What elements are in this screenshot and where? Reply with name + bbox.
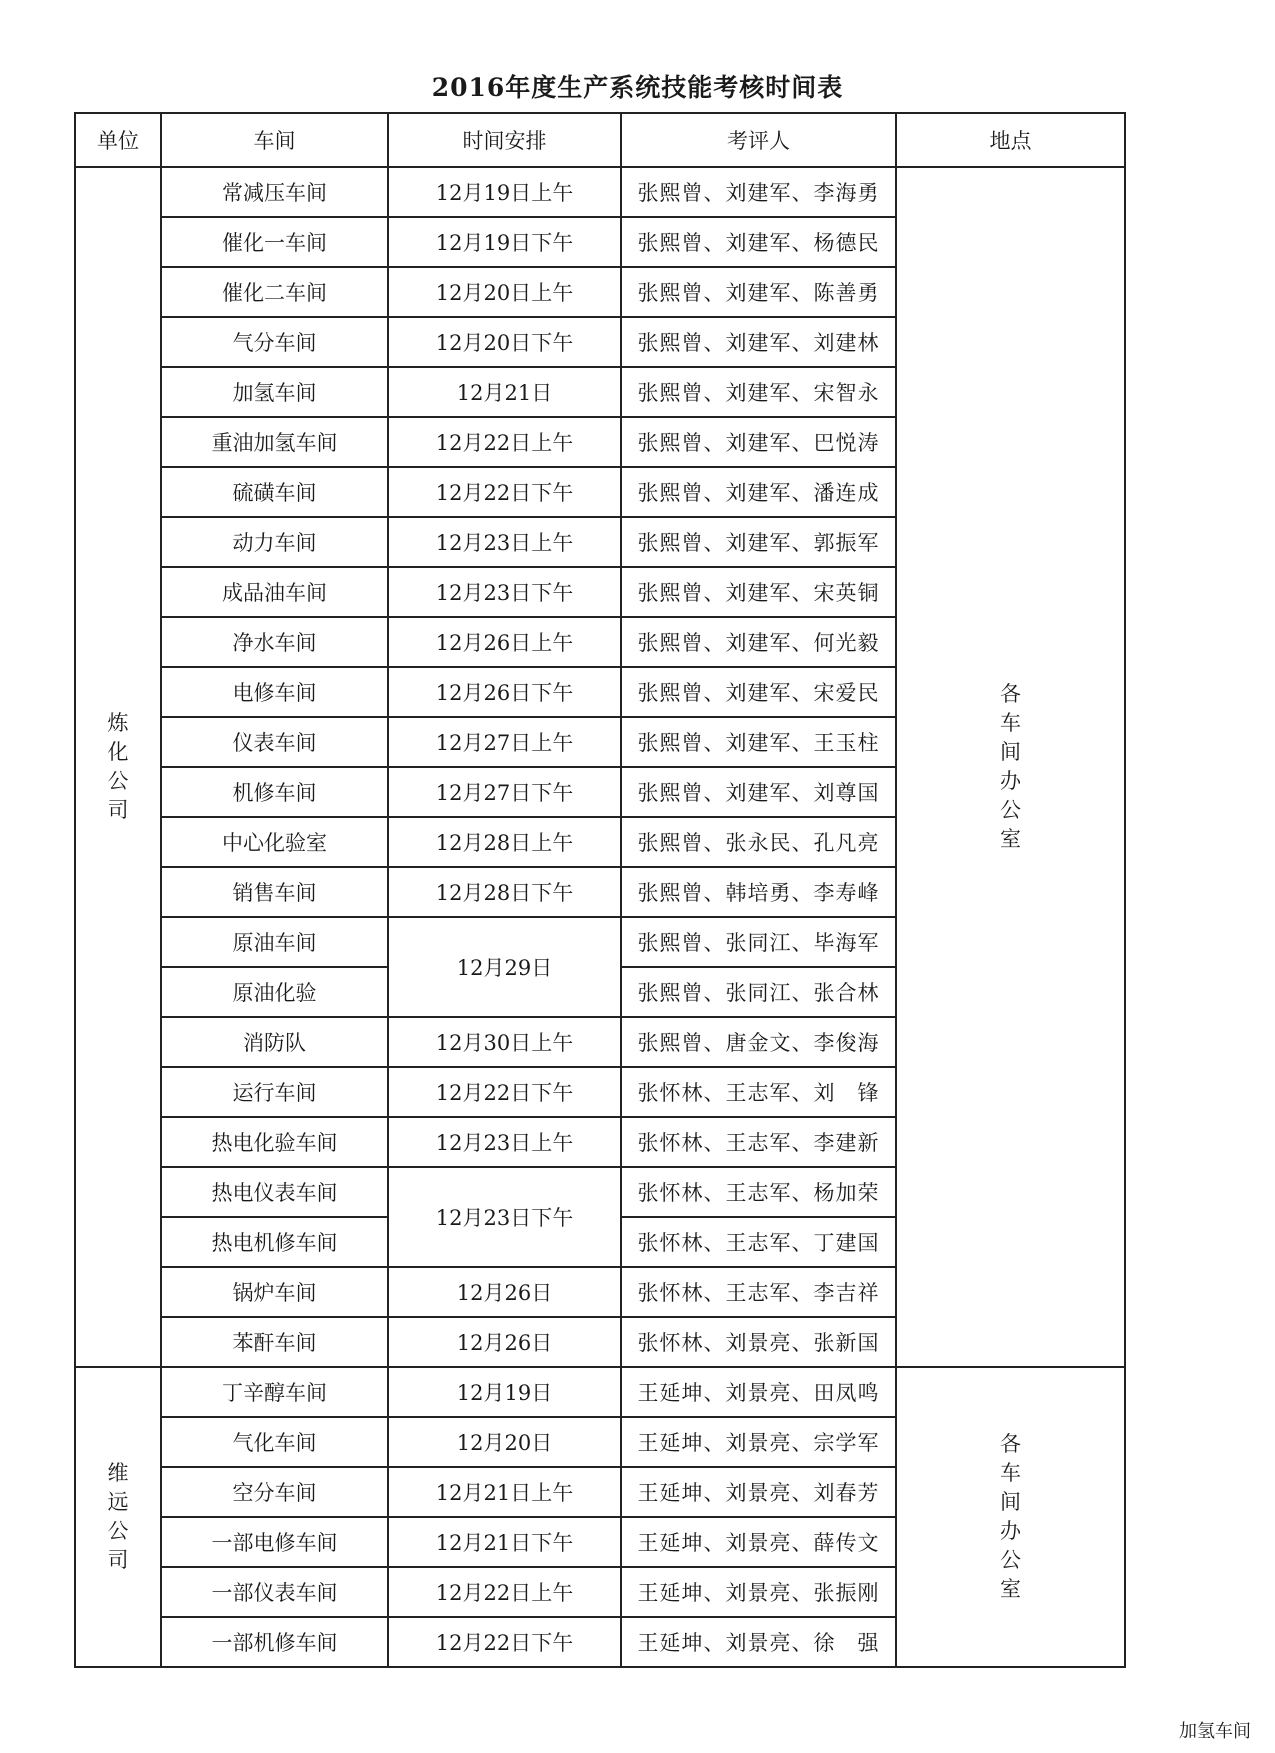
reviewers-cell: 张怀林、王志军、李建新 (621, 1117, 896, 1167)
time-cell: 12月22日上午 (388, 417, 621, 467)
workshop-cell: 仪表车间 (161, 717, 388, 767)
location-name: 各车间办公室 (1000, 682, 1021, 851)
time-cell: 12月20日下午 (388, 317, 621, 367)
reviewers-cell: 王延坤、刘景亮、张振刚 (621, 1567, 896, 1617)
reviewers-cell: 张熙曾、刘建军、巴悦涛 (621, 417, 896, 467)
workshop-cell: 运行车间 (161, 1067, 388, 1117)
workshop-cell: 热电机修车间 (161, 1217, 388, 1267)
workshop-cell: 一部仪表车间 (161, 1567, 388, 1617)
reviewers-cell: 王延坤、刘景亮、刘春芳 (621, 1467, 896, 1517)
workshop-cell: 消防队 (161, 1017, 388, 1067)
time-cell: 12月30日上午 (388, 1017, 621, 1067)
workshop-cell: 电修车间 (161, 667, 388, 717)
workshop-cell: 中心化验室 (161, 817, 388, 867)
workshop-cell: 热电仪表车间 (161, 1167, 388, 1217)
time-cell: 12月28日下午 (388, 867, 621, 917)
time-cell: 12月21日下午 (388, 1517, 621, 1567)
table-row (75, 167, 1125, 217)
reviewers-cell: 张熙曾、张同江、张合林 (621, 967, 896, 1017)
reviewers-cell: 张熙曾、刘建军、李海勇 (621, 167, 896, 217)
time-cell: 12月22日下午 (388, 467, 621, 517)
workshop-cell: 气化车间 (161, 1417, 388, 1467)
reviewers-cell: 张怀林、王志军、丁建国 (621, 1217, 896, 1267)
time-cell: 12月19日 (388, 1367, 621, 1417)
header-unit: 单位 (75, 113, 161, 167)
reviewers-cell: 张熙曾、刘建军、何光毅 (621, 617, 896, 667)
time-cell: 12月26日下午 (388, 667, 621, 717)
time-cell: 12月26日 (388, 1317, 621, 1367)
header-workshop: 车间 (161, 113, 388, 167)
time-cell: 12月27日下午 (388, 767, 621, 817)
reviewers-cell: 张熙曾、刘建军、宋英铜 (621, 567, 896, 617)
workshop-cell: 催化一车间 (161, 217, 388, 267)
workshop-cell: 丁辛醇车间 (161, 1367, 388, 1417)
location-cell (896, 1367, 1125, 1667)
workshop-cell: 催化二车间 (161, 267, 388, 317)
unit-name: 维远公司 (107, 1461, 129, 1572)
reviewers-cell: 张熙曾、刘建军、杨德民 (621, 217, 896, 267)
time-cell: 12月22日下午 (388, 1067, 621, 1117)
time-cell: 12月20日上午 (388, 267, 621, 317)
workshop-cell: 空分车间 (161, 1467, 388, 1517)
workshop-cell: 一部电修车间 (161, 1517, 388, 1567)
time-cell: 12月29日 (388, 917, 621, 1017)
time-cell: 12月27日上午 (388, 717, 621, 767)
workshop-cell: 锅炉车间 (161, 1267, 388, 1317)
time-cell: 12月21日 (388, 367, 621, 417)
workshop-cell: 净水车间 (161, 617, 388, 667)
time-cell: 12月21日上午 (388, 1467, 621, 1517)
schedule-body (75, 167, 1125, 1667)
footer-note: 加氢车间 (1179, 1721, 1251, 1742)
workshop-cell: 常减压车间 (161, 167, 388, 217)
reviewers-cell: 王延坤、刘景亮、田凤鸣 (621, 1367, 896, 1417)
header-time: 时间安排 (388, 113, 621, 167)
table-row (75, 1367, 1125, 1417)
workshop-cell: 机修车间 (161, 767, 388, 817)
reviewers-cell: 张熙曾、刘建军、宋智永 (621, 367, 896, 417)
header-reviewers: 考评人 (621, 113, 896, 167)
workshop-cell: 热电化验车间 (161, 1117, 388, 1167)
time-cell: 12月28日上午 (388, 817, 621, 867)
page-title: 2016年度生产系统技能考核时间表 (431, 73, 844, 102)
workshop-cell: 原油化验 (161, 967, 388, 1017)
reviewers-cell: 张熙曾、张永民、孔凡亮 (621, 817, 896, 867)
unit-name: 炼化公司 (107, 711, 129, 822)
time-cell: 12月26日 (388, 1267, 621, 1317)
reviewers-cell: 张熙曾、张同江、毕海军 (621, 917, 896, 967)
workshop-cell: 一部机修车间 (161, 1617, 388, 1667)
workshop-cell: 加氢车间 (161, 367, 388, 417)
reviewers-cell: 张熙曾、刘建军、潘连成 (621, 467, 896, 517)
location-name: 各车间办公室 (1000, 1432, 1021, 1601)
reviewers-cell: 王延坤、刘景亮、徐 强 (621, 1617, 896, 1667)
time-cell: 12月23日上午 (388, 517, 621, 567)
reviewers-cell: 张怀林、王志军、杨加荣 (621, 1167, 896, 1217)
time-cell: 12月26日上午 (388, 617, 621, 667)
unit-cell (75, 167, 161, 1367)
workshop-cell: 销售车间 (161, 867, 388, 917)
reviewers-cell: 张怀林、刘景亮、张新国 (621, 1317, 896, 1367)
time-cell: 12月22日上午 (388, 1567, 621, 1617)
time-cell: 12月22日下午 (388, 1617, 621, 1667)
reviewers-cell: 张熙曾、刘建军、陈善勇 (621, 267, 896, 317)
time-cell: 12月23日上午 (388, 1117, 621, 1167)
time-cell: 12月23日下午 (388, 567, 621, 617)
reviewers-cell: 张熙曾、韩培勇、李寿峰 (621, 867, 896, 917)
workshop-cell: 动力车间 (161, 517, 388, 567)
unit-cell (75, 1367, 161, 1667)
time-cell: 12月20日 (388, 1417, 621, 1467)
reviewers-cell: 王延坤、刘景亮、薛传文 (621, 1517, 896, 1567)
workshop-cell: 成品油车间 (161, 567, 388, 617)
workshop-cell: 气分车间 (161, 317, 388, 367)
reviewers-cell: 张怀林、王志军、李吉祥 (621, 1267, 896, 1317)
header-location: 地点 (896, 113, 1125, 167)
reviewers-cell: 张熙曾、刘建军、宋爱民 (621, 667, 896, 717)
workshop-cell: 重油加氢车间 (161, 417, 388, 467)
reviewers-cell: 张熙曾、唐金文、李俊海 (621, 1017, 896, 1067)
location-cell (896, 167, 1125, 1367)
reviewers-cell: 张熙曾、刘建军、郭振军 (621, 517, 896, 567)
reviewers-cell: 张熙曾、刘建军、王玉柱 (621, 717, 896, 767)
time-cell: 12月19日上午 (388, 167, 621, 217)
schedule-table (74, 112, 1126, 1668)
reviewers-cell: 张熙曾、刘建军、刘建林 (621, 317, 896, 367)
workshop-cell: 硫磺车间 (161, 467, 388, 517)
time-cell: 12月19日下午 (388, 217, 621, 267)
reviewers-cell: 王延坤、刘景亮、宗学军 (621, 1417, 896, 1467)
time-cell: 12月23日下午 (388, 1167, 621, 1267)
workshop-cell: 原油车间 (161, 917, 388, 967)
reviewers-cell: 张熙曾、刘建军、刘尊国 (621, 767, 896, 817)
header-row (75, 113, 1125, 167)
reviewers-cell: 张怀林、王志军、刘 锋 (621, 1067, 896, 1117)
workshop-cell: 苯酐车间 (161, 1317, 388, 1367)
